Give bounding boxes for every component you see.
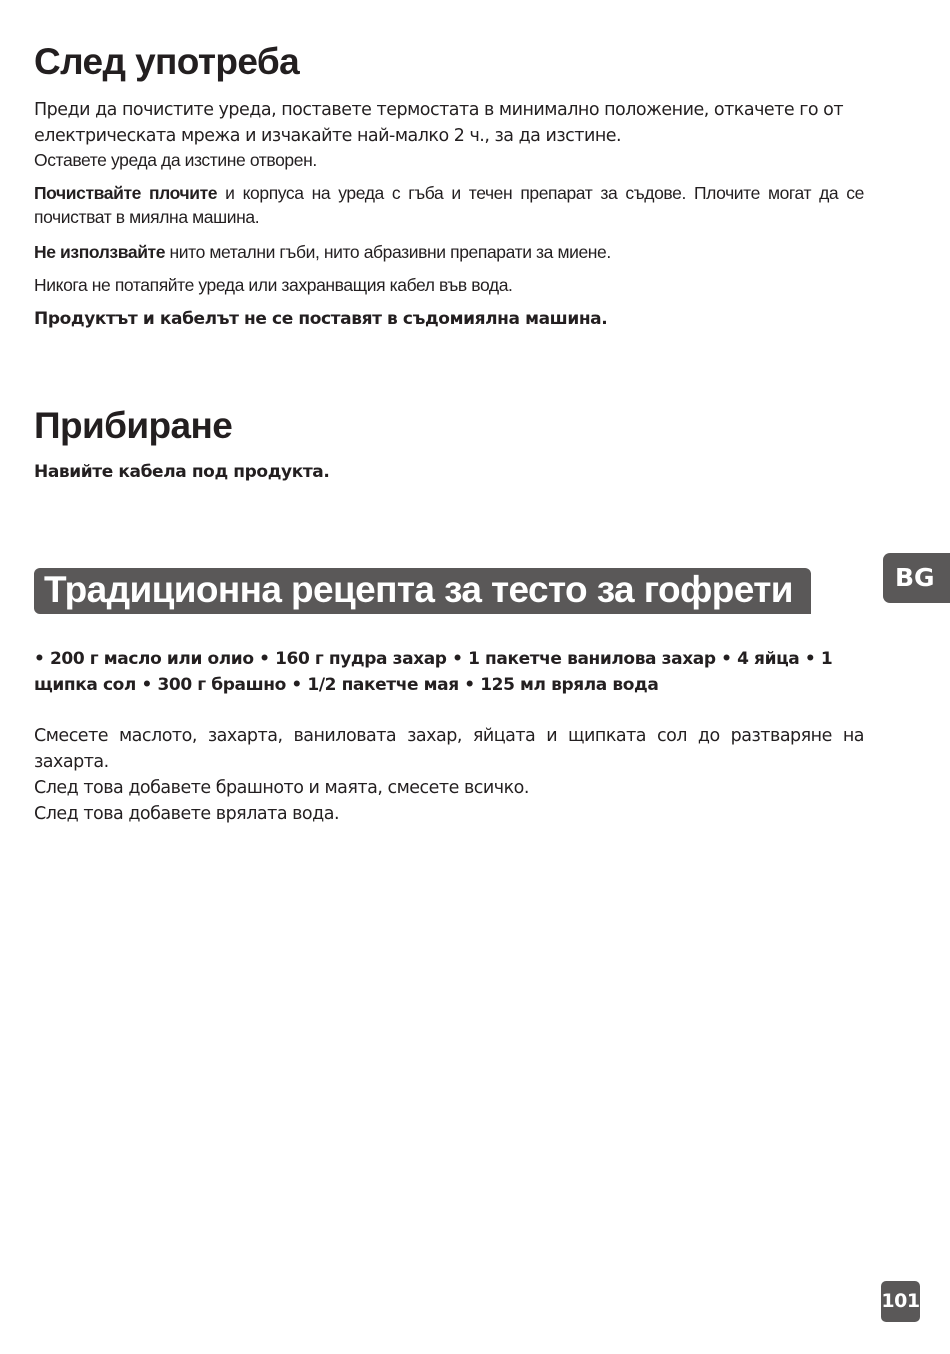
section-title-after-use: След употреба: [34, 41, 300, 82]
page-number: 101: [881, 1281, 920, 1322]
recipe-step-3: След това добавете врялата вода.: [34, 804, 340, 824]
after-use-paragraph-4-lead: Не използвайте: [34, 242, 166, 262]
storage-paragraph-1: Навийте кабела под продукта.: [34, 462, 330, 482]
after-use-paragraph-3: [34, 181, 864, 229]
section-title-storage: Прибиране: [34, 405, 233, 446]
after-use-paragraph-3-lead: Почиствайте плочите: [34, 183, 218, 203]
recipe-title-banner: [34, 568, 811, 614]
after-use-paragraph-2: Оставете уреда да изстине отворен.: [34, 150, 317, 170]
section-title-recipe: Традиционна рецепта за тесто за гофрети: [44, 569, 793, 610]
after-use-paragraph-5: Никога не потапяйте уреда или захранващия кабел във вода.: [34, 275, 513, 295]
after-use-paragraph-3-text: и корпуса на уреда с гъба и течен препарат за съдове. Плочите могат да се почистват в миялна машина.: [34, 183, 864, 227]
after-use-paragraph-6: Продуктът и кабелът не се поставят в съдомиялна машина.: [34, 309, 608, 329]
language-tab: [883, 553, 950, 603]
recipe-step-1: Смесете маслото, захарта, ваниловата захар, яйцата и щипката сол до разтваряне на захарта.: [34, 726, 864, 772]
recipe-step-2: След това добавете брашното и маята, смесете всичко.: [34, 778, 529, 798]
after-use-paragraph-4-text: нито метални гъби, нито абразивни препарати за миене.: [165, 242, 611, 262]
language-tab-label: BG: [895, 563, 935, 592]
recipe-ingredients: • 200 г масло или олио • 160 г пудра захар • 1 пакетче ванилова захар • 4 яйца • 1 щипка сол • 300 г брашно • 1/2 пакетче мая • 125 мл вряла вода: [34, 649, 833, 695]
after-use-paragraph-1: Преди да почистите уреда, поставете термостата в минимално положение, откачете го от електрическата мрежа и изчакайте най-малко 2 ч., за да изстине.: [34, 100, 844, 146]
after-use-paragraph-4: [34, 240, 864, 264]
